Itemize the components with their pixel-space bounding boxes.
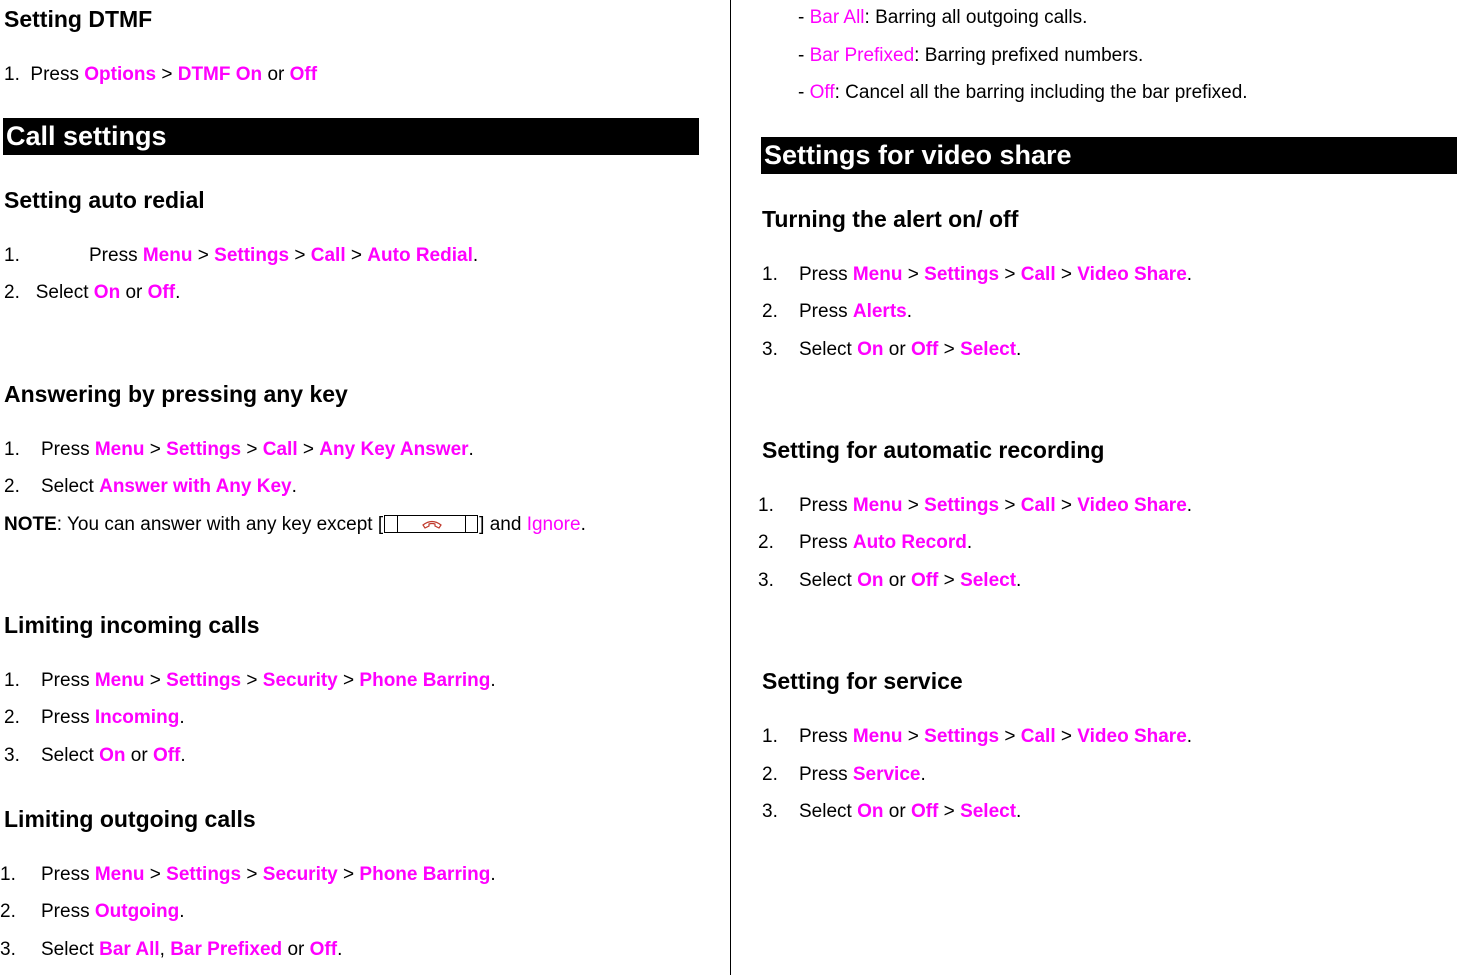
step-number: 3. bbox=[762, 339, 778, 360]
auto-redial-title: Setting auto redial bbox=[4, 187, 205, 213]
options-keyword: Options bbox=[84, 64, 157, 85]
step-number: 2. bbox=[0, 901, 16, 922]
outgoing-step-3: 3. Select Bar All, Bar Prefixed or Off. bbox=[0, 939, 343, 960]
dtmf-title: Setting DTMF bbox=[4, 6, 153, 32]
any-key-answer-keyword: Any Key Answer bbox=[319, 439, 469, 460]
step-number: 3. bbox=[758, 570, 774, 591]
any-key-note: NOTE: You can answer with any key except [ ] and Ignore. bbox=[4, 514, 586, 535]
call-settings-heading: Call settings bbox=[3, 118, 699, 155]
incoming-step-3: 3. Select On or Off. bbox=[4, 745, 186, 766]
step-number: 1. bbox=[4, 64, 20, 85]
any-key-step-1: 1. Press Menu > Settings > Call > Any Key Answer. bbox=[4, 439, 474, 460]
step-number: 2. bbox=[762, 764, 778, 785]
incoming-step-1: 1. Press Menu > Settings > Security > Phone Barring. bbox=[4, 670, 496, 691]
column-divider bbox=[730, 0, 731, 975]
step-number: 1. bbox=[762, 726, 778, 747]
incoming-title: Limiting incoming calls bbox=[4, 612, 260, 638]
any-key-step-2: 2. Select Answer with Any Key. bbox=[4, 476, 297, 497]
end-call-key-icon bbox=[384, 515, 478, 533]
step-number: 2. bbox=[4, 476, 20, 497]
alert-step-2: 2. Press Alerts. bbox=[762, 301, 912, 322]
step-number: 3. bbox=[4, 745, 20, 766]
barring-option-bar-prefixed: - Bar Prefixed: Barring prefixed numbers. bbox=[798, 45, 1144, 66]
recording-step-2: 2. Press Auto Record. bbox=[758, 532, 973, 553]
ignore-keyword: Ignore bbox=[526, 514, 581, 535]
recording-title: Setting for automatic recording bbox=[762, 437, 1105, 463]
video-share-heading: Settings for video share bbox=[761, 137, 1457, 174]
step-number: 3. bbox=[0, 939, 16, 960]
recording-step-1: 1. Press Menu > Settings > Call > Video Share. bbox=[758, 495, 1193, 516]
incoming-step-2: 2. Press Incoming. bbox=[4, 707, 185, 728]
outgoing-step-1: 1. Press Menu > Settings > Security > Phone Barring. bbox=[0, 864, 496, 885]
any-key-title: Answering by pressing any key bbox=[4, 381, 348, 407]
alert-step-3: 3. Select On or Off > Select. bbox=[762, 339, 1022, 360]
step-number: 2. bbox=[4, 707, 20, 728]
dtmf-step-1: 1. Press Options > DTMF On or Off bbox=[4, 64, 318, 85]
auto-redial-keyword: Auto Redial bbox=[367, 245, 473, 266]
step-number: 2. bbox=[758, 532, 774, 553]
outgoing-title: Limiting outgoing calls bbox=[4, 806, 256, 832]
barring-option-bar-all: - Bar All: Barring all outgoing calls. bbox=[798, 7, 1088, 28]
recording-step-3: 3. Select On or Off > Select. bbox=[758, 570, 1022, 591]
step-number: 3. bbox=[762, 801, 778, 822]
dtmf-on-keyword: DTMF On bbox=[177, 64, 263, 85]
alert-step-1: 1. Press Menu > Settings > Call > Video Share. bbox=[762, 264, 1193, 285]
service-step-2: 2. Press Service. bbox=[762, 764, 926, 785]
step-number: 1. bbox=[762, 264, 778, 285]
step-number: 1. bbox=[4, 670, 20, 691]
service-step-3: 3. Select On or Off > Select. bbox=[762, 801, 1022, 822]
note-label: NOTE bbox=[4, 514, 57, 535]
outgoing-step-2: 2. Press Outgoing. bbox=[0, 901, 185, 922]
step-number: 2. bbox=[4, 282, 20, 303]
service-step-1: 1. Press Menu > Settings > Call > Video Share. bbox=[762, 726, 1193, 747]
step-number: 1. bbox=[4, 439, 20, 460]
off-keyword: Off bbox=[289, 64, 318, 85]
alert-title: Turning the alert on/ off bbox=[762, 206, 1019, 232]
step-number: 1. bbox=[4, 245, 20, 266]
step-number: 1. bbox=[0, 864, 16, 885]
step-number: 2. bbox=[762, 301, 778, 322]
service-title: Setting for service bbox=[762, 668, 963, 694]
auto-redial-step-2: 2. Select On or Off. bbox=[4, 282, 181, 303]
step-number: 1. bbox=[758, 495, 774, 516]
barring-option-off: - Off: Cancel all the barring including the bar prefixed. bbox=[798, 82, 1248, 103]
